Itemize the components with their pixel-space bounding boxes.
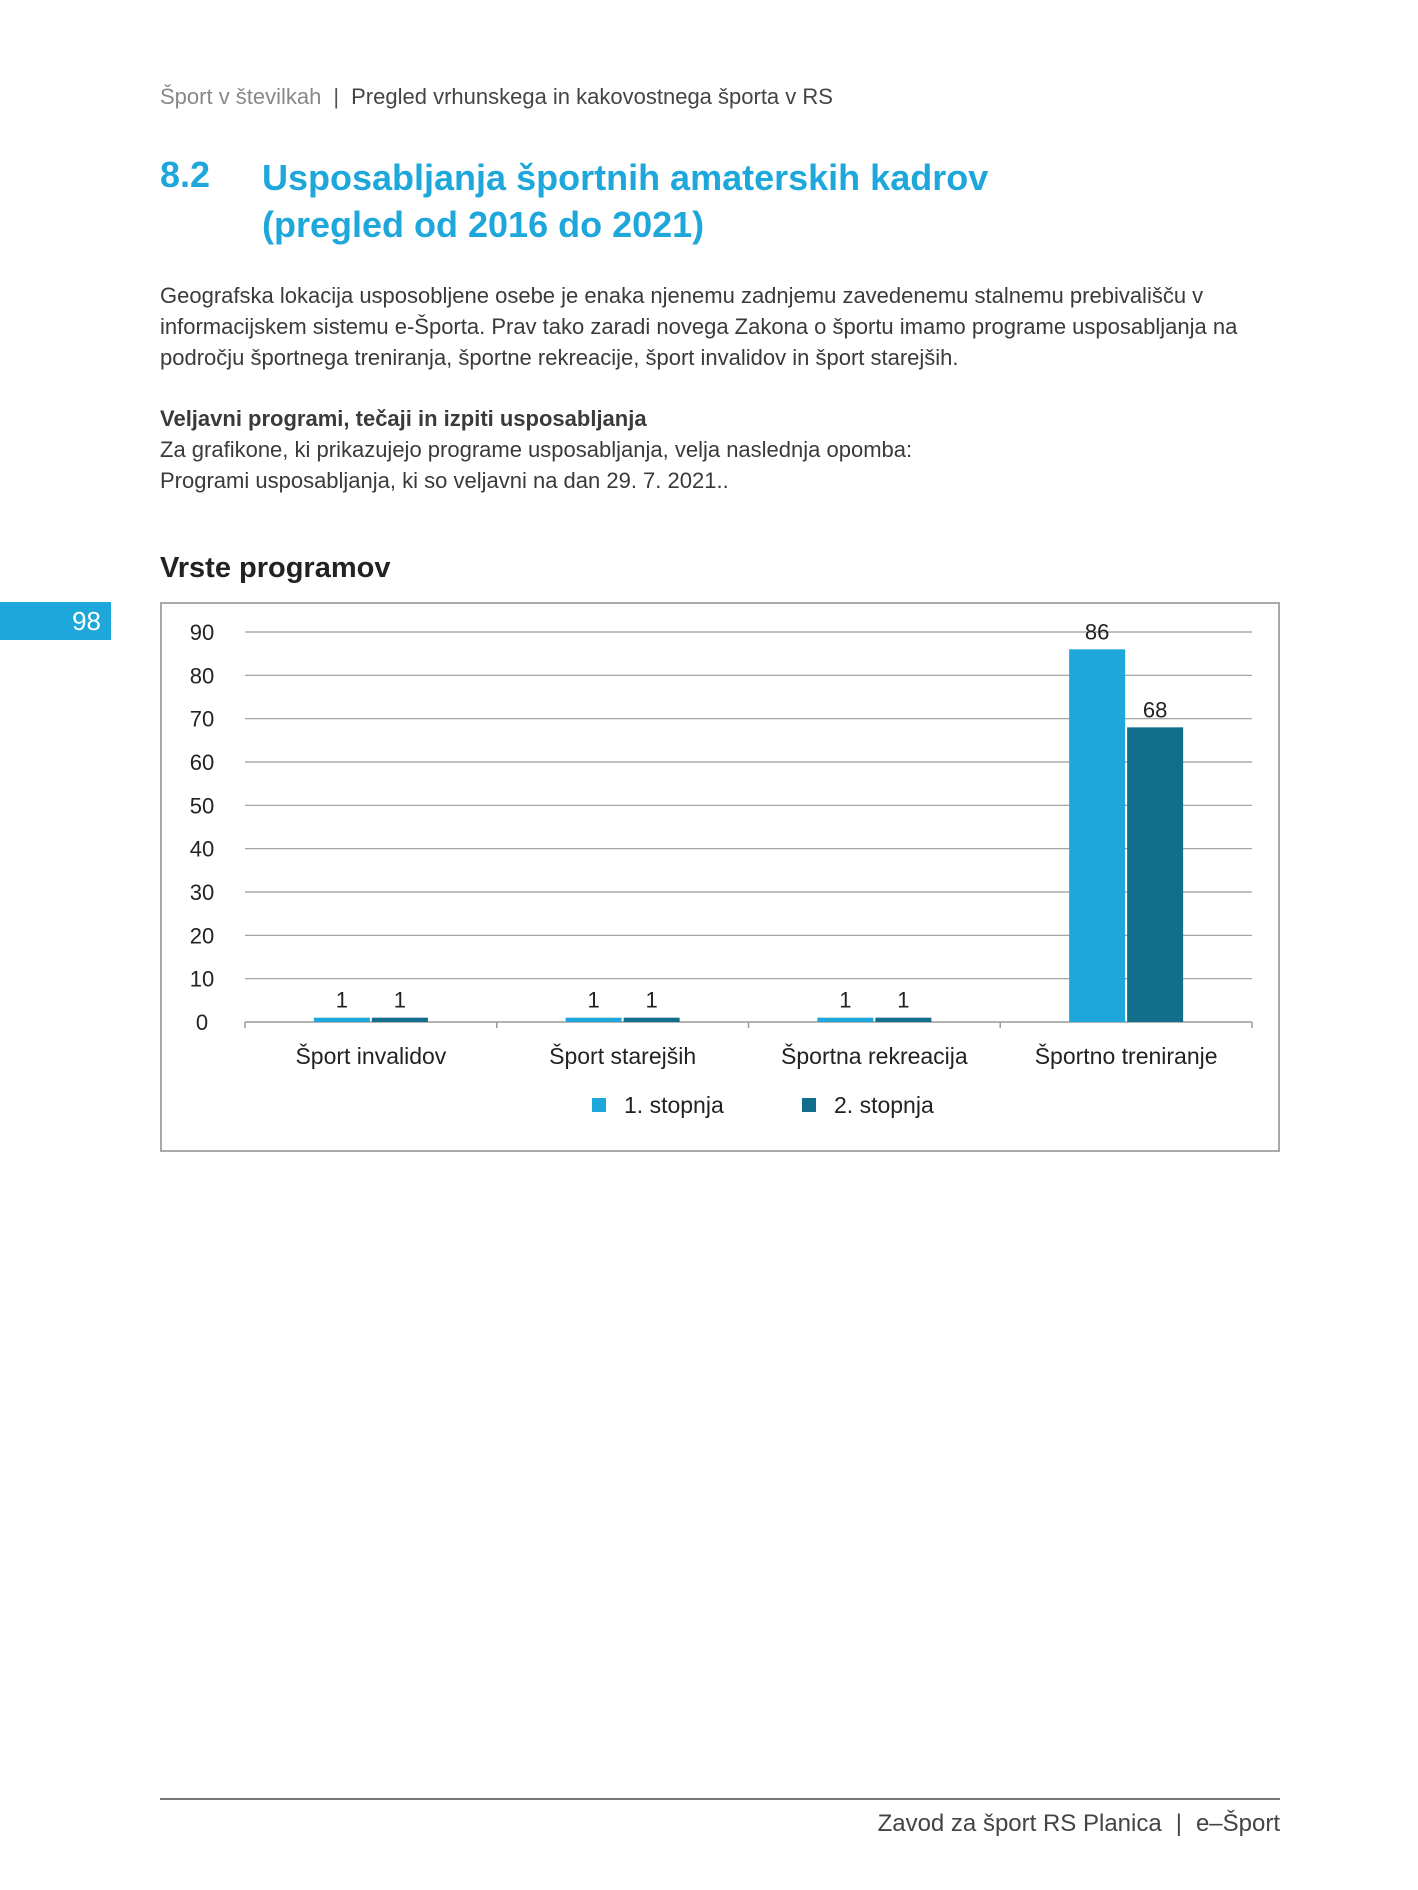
running-header	[160, 84, 833, 110]
bar-data-label: 1	[393, 987, 406, 1013]
section-title-line-1: Usposabljanja športnih amaterskih kadrov	[262, 157, 989, 198]
bar-data-label: 1	[897, 987, 910, 1013]
header-chapter: Pregled vrhunskega in kakovostnega športa v RS	[351, 84, 833, 109]
bar-data-label: 68	[1142, 697, 1168, 723]
bar	[372, 1018, 428, 1022]
page-number-tab	[0, 602, 111, 640]
bar	[566, 1018, 622, 1022]
section-number: 8.2	[160, 154, 211, 195]
header-separator: |	[333, 84, 340, 109]
legend-label: 1. stopnja	[624, 1092, 724, 1118]
note-line-1: Za grafikone, ki prikazujejo programe usposabljanja, velja naslednja opomba:	[160, 437, 913, 462]
y-tick-label: 40	[189, 836, 215, 862]
legend-swatch	[802, 1098, 816, 1112]
note-line-2: Programi usposabljanja, ki so veljavni na dan 29. 7. 2021..	[160, 468, 729, 493]
bar-chart	[162, 604, 1278, 1150]
bar	[624, 1018, 680, 1022]
bar-data-label: 1	[645, 987, 658, 1013]
x-category-label: Športna rekreacija	[781, 1043, 968, 1069]
legend-swatch	[592, 1098, 606, 1112]
x-category-label: Šport invalidov	[295, 1043, 447, 1069]
section-title	[262, 154, 1162, 248]
bar-data-label: 1	[587, 987, 600, 1013]
legend-label: 2. stopnja	[834, 1092, 934, 1118]
y-tick-label: 70	[189, 706, 215, 732]
footer	[878, 1810, 1280, 1838]
bar-data-label: 1	[839, 987, 852, 1013]
x-category-label: Športno treniranje	[1034, 1043, 1218, 1069]
intro-paragraph: Geografska lokacija usposobljene osebe je enaka njenemu zadnjemu zavedenemu stalnemu prebivališču v informacijskem sistemu e-Športa. Prav tako zaradi novega Zakona o športu imamo programe usposabljanja na področju športnega treniranja, športne rekreacije, šport invalidov in šport starejših.	[160, 283, 1238, 370]
footer-divider	[160, 1798, 1280, 1800]
page-number: 98	[72, 606, 101, 636]
chart-frame	[160, 602, 1280, 1152]
chart-title: Vrste programov	[160, 552, 391, 584]
x-category-label: Šport starejših	[549, 1043, 697, 1069]
footer-publisher: Zavod za šport RS Planica	[877, 1810, 1162, 1837]
bar	[1127, 727, 1183, 1022]
y-tick-label: 60	[189, 750, 215, 775]
y-tick-label: 90	[189, 620, 215, 645]
bar	[1069, 649, 1125, 1022]
y-tick-label: 30	[189, 880, 215, 905]
footer-brand: e–Šport	[1195, 1810, 1280, 1837]
body-text	[160, 280, 1290, 496]
y-tick-label: 10	[189, 966, 215, 992]
y-tick-label: 0	[195, 1010, 209, 1035]
footer-separator: |	[1175, 1810, 1182, 1837]
bar	[314, 1018, 370, 1022]
bar-data-label: 1	[335, 987, 348, 1013]
subheading: Veljavni programi, tečaji in izpiti usposabljanja	[160, 406, 647, 431]
bar	[875, 1018, 931, 1022]
bar-data-label: 86	[1084, 619, 1110, 645]
header-publication: Šport v številkah	[160, 84, 322, 109]
y-tick-label: 20	[189, 923, 215, 949]
bar	[817, 1018, 873, 1022]
section-title-line-2: (pregled od 2016 do 2021)	[262, 204, 705, 245]
y-tick-label: 80	[189, 663, 215, 689]
y-tick-label: 50	[189, 793, 215, 819]
